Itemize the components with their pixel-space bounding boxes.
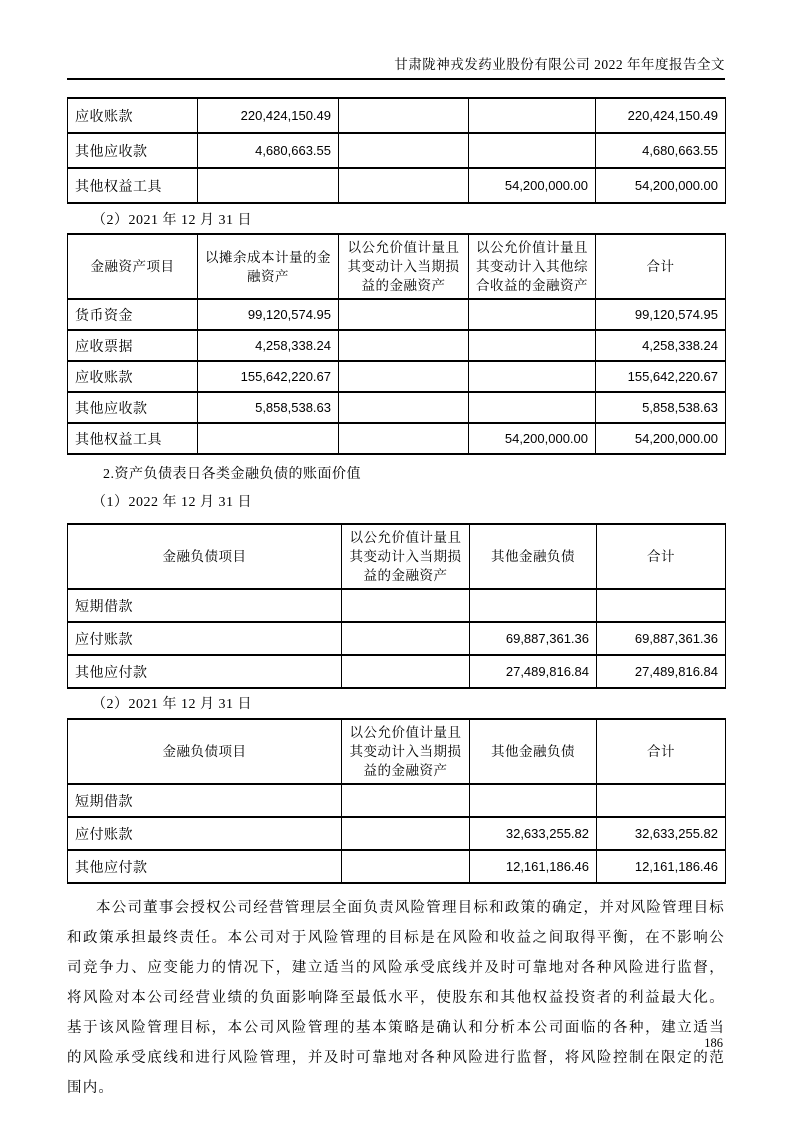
table-row [68, 850, 726, 883]
row-item-label: 应收账款 [68, 98, 198, 133]
fvtpl-cell [342, 817, 470, 850]
other-liabilities-cell [470, 589, 597, 622]
row-item-label: 其他权益工具 [68, 423, 198, 454]
other-liabilities-cell: 69,887,361.36 [470, 622, 597, 655]
asset-table-2021 [67, 233, 726, 455]
fvoci-cell [469, 98, 596, 133]
fvtpl-cell [339, 299, 469, 330]
total-cell: 54,200,000.00 [596, 423, 726, 454]
fvoci-cell: 54,200,000.00 [469, 168, 596, 203]
row-item-label: 其他应付款 [68, 850, 342, 883]
row-item-label: 其他应付款 [68, 655, 342, 688]
report-title: 甘肃陇神戎发药业股份有限公司 2022 年年度报告全文 [394, 57, 725, 72]
total-cell: 155,642,220.67 [596, 361, 726, 392]
table-row [68, 784, 726, 817]
fvoci-cell: 54,200,000.00 [469, 423, 596, 454]
table-row [68, 299, 726, 330]
subtitle-liabilities-2021: （2）2021 年 12 月 31 日 [92, 697, 252, 712]
amortized-cost-cell: 4,680,663.55 [198, 133, 339, 168]
header-fvtpl: 以公允价值计量且其变动计入当期损益的金融资产 [342, 719, 470, 784]
total-cell: 12,161,186.46 [597, 850, 726, 883]
amortized-cost-cell [198, 168, 339, 203]
total-cell: 99,120,574.95 [596, 299, 726, 330]
subtitle-liabilities-2022: （1）2022 年 12 月 31 日 [92, 495, 252, 510]
table-row [68, 423, 726, 454]
total-cell: 69,887,361.36 [597, 622, 726, 655]
table-row [68, 817, 726, 850]
page-content [67, 0, 725, 1103]
fvtpl-cell [339, 392, 469, 423]
fvtpl-cell [339, 423, 469, 454]
amortized-cost-cell: 220,424,150.49 [198, 98, 339, 133]
table-row [68, 98, 726, 133]
table-header-row [68, 524, 726, 589]
total-cell [597, 784, 726, 817]
table-row [68, 168, 726, 203]
page-number: 186 [704, 1036, 723, 1050]
other-liabilities-cell: 32,633,255.82 [470, 817, 597, 850]
total-cell: 220,424,150.49 [596, 98, 726, 133]
amortized-cost-cell: 155,642,220.67 [198, 361, 339, 392]
fvtpl-cell [339, 361, 469, 392]
fvoci-cell [469, 392, 596, 423]
header-total: 合计 [596, 234, 726, 299]
other-liabilities-cell: 12,161,186.46 [470, 850, 597, 883]
header-other-liabilities: 其他金融负债 [470, 719, 597, 784]
table-header-row [68, 719, 726, 784]
fvoci-cell [469, 133, 596, 168]
table-row [68, 133, 726, 168]
table-row [68, 589, 726, 622]
row-item-label: 应收账款 [68, 361, 198, 392]
header-item: 金融负债项目 [68, 524, 342, 589]
table-row [68, 361, 726, 392]
row-item-label: 应付账款 [68, 817, 342, 850]
fvtpl-cell [342, 850, 470, 883]
total-cell: 54,200,000.00 [596, 168, 726, 203]
total-cell: 27,489,816.84 [597, 655, 726, 688]
table-row [68, 655, 726, 688]
fvoci-cell [469, 330, 596, 361]
total-cell: 4,680,663.55 [596, 133, 726, 168]
total-cell [597, 589, 726, 622]
asset-table-2022-continued [67, 97, 726, 204]
header-fvoci: 以公允价值计量且其变动计入其他综合收益的金融资产 [469, 234, 596, 299]
header-total: 合计 [597, 719, 726, 784]
fvtpl-cell [339, 168, 469, 203]
fvtpl-cell [342, 589, 470, 622]
other-liabilities-cell [470, 784, 597, 817]
row-item-label: 其他权益工具 [68, 168, 198, 203]
table-header-row [68, 234, 726, 299]
liability-table-2022 [67, 523, 726, 689]
row-item-label: 货币资金 [68, 299, 198, 330]
fvtpl-cell [342, 622, 470, 655]
section-heading-liabilities: 2.资产负债表日各类金融负债的账面价值 [103, 467, 361, 482]
header-item: 金融负债项目 [68, 719, 342, 784]
row-item-label: 其他应收款 [68, 392, 198, 423]
fvtpl-cell [342, 784, 470, 817]
fvtpl-cell [339, 330, 469, 361]
amortized-cost-cell: 99,120,574.95 [198, 299, 339, 330]
header-fvtpl: 以公允价值计量且其变动计入当期损益的金融资产 [342, 524, 470, 589]
header-amortized-cost: 以摊余成本计量的金融资产 [198, 234, 339, 299]
total-cell: 32,633,255.82 [597, 817, 726, 850]
fvtpl-cell [339, 98, 469, 133]
fvoci-cell [469, 299, 596, 330]
row-item-label: 应付账款 [68, 622, 342, 655]
running-header [67, 0, 725, 80]
table-row [68, 330, 726, 361]
row-item-label: 应收票据 [68, 330, 198, 361]
header-item: 金融资产项目 [68, 234, 198, 299]
fvtpl-cell [342, 655, 470, 688]
header-other-liabilities: 其他金融负债 [470, 524, 597, 589]
row-item-label: 短期借款 [68, 784, 342, 817]
row-item-label: 其他应收款 [68, 133, 198, 168]
total-cell: 5,858,538.63 [596, 392, 726, 423]
amortized-cost-cell: 4,258,338.24 [198, 330, 339, 361]
fvoci-cell [469, 361, 596, 392]
header-fvtpl: 以公允价值计量且其变动计入当期损益的金融资产 [339, 234, 469, 299]
other-liabilities-cell: 27,489,816.84 [470, 655, 597, 688]
liability-table-2021 [67, 718, 726, 884]
amortized-cost-cell [198, 423, 339, 454]
header-total: 合计 [597, 524, 726, 589]
subtitle-assets-2021: （2）2021 年 12 月 31 日 [92, 213, 252, 228]
table-row [68, 622, 726, 655]
total-cell: 4,258,338.24 [596, 330, 726, 361]
amortized-cost-cell: 5,858,538.63 [198, 392, 339, 423]
row-item-label: 短期借款 [68, 589, 342, 622]
table-row [68, 392, 726, 423]
risk-management-paragraph: 本公司董事会授权公司经营管理层全面负责风险管理目标和政策的确定，并对风险管理目标和政策承担最终责任。本公司对于风险管理的目标是在风险和收益之间取得平衡，在不影响公司竞争力、应变能力的情况下，建立适当的风险承受底线并及时可靠地对各种风险进行监督，将风险对本公司经营业绩的负面影响降至最低水平，使股东和其他权益投资者的利益最大化。基于该风险管理目标，本公司风险管理的基本策略是确认和分析本公司面临的各种，建立适当的风险承受底线和进行风险管理，并及时可靠地对各种风险进行监督，将风险控制在限定的范围内。 [67, 900, 725, 1096]
fvtpl-cell [339, 133, 469, 168]
